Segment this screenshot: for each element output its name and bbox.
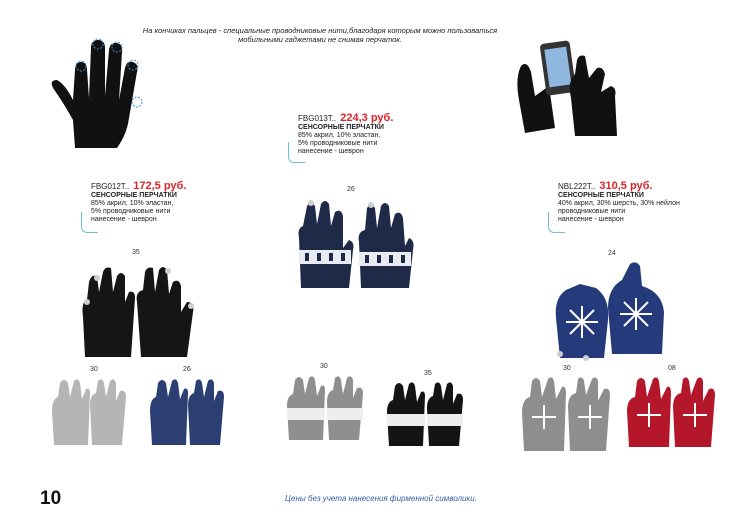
color-code: 24 bbox=[608, 250, 616, 257]
color-code: 35 bbox=[132, 249, 140, 256]
product-composition-2: 5% проводниковые нити bbox=[298, 140, 378, 147]
gloves-with-phone-illustration bbox=[505, 38, 640, 138]
intro-line-1: На кончиках пальцев - специальные проводниковые нити,благодаря которым можно пользоваться bbox=[142, 26, 498, 35]
product-print: нанесение - шеврон bbox=[298, 148, 364, 155]
product-code: FBG013T.. bbox=[298, 114, 337, 123]
grey-snowflake-gloves-image bbox=[520, 373, 615, 455]
grey-gloves-image bbox=[50, 375, 130, 450]
bracket-decoration bbox=[548, 212, 565, 233]
color-code: 26 bbox=[183, 366, 191, 373]
bracket-decoration bbox=[81, 212, 98, 233]
intro-text bbox=[130, 26, 510, 44]
product-print: нанесение - шеврон bbox=[558, 216, 624, 223]
color-code: 08 bbox=[668, 365, 676, 372]
product-composition: 85% акрил, 10% эластан, bbox=[91, 200, 174, 207]
product-fbg012 bbox=[91, 182, 186, 224]
product-fbg013 bbox=[298, 114, 393, 156]
product-nbl222 bbox=[558, 182, 680, 224]
product-name: СЕНСОРНЫЕ ПЕРЧАТКИ bbox=[558, 192, 644, 199]
hand-touch-illustration bbox=[45, 30, 160, 155]
color-code: 30 bbox=[320, 363, 328, 370]
navy-deer-gloves-image bbox=[295, 198, 420, 298]
product-name: СЕНСОРНЫЕ ПЕРЧАТКИ bbox=[298, 124, 384, 131]
bracket-decoration bbox=[288, 142, 305, 163]
black-deer-gloves-image bbox=[385, 378, 467, 450]
product-composition: 85% акрил, 10% эластан, bbox=[298, 132, 381, 139]
red-snowflake-gloves-image bbox=[625, 373, 720, 451]
navy-snowflake-gloves-image bbox=[550, 258, 680, 363]
black-gloves-image bbox=[75, 262, 205, 362]
grey-deer-gloves-image bbox=[285, 372, 367, 444]
footer-note: Цены без учета нанесения фирменной символики. bbox=[285, 494, 477, 503]
product-name: СЕНСОРНЫЕ ПЕРЧАТКИ bbox=[91, 192, 177, 199]
intro-line-2: мобильными гаджетами не снимая перчаток. bbox=[238, 35, 402, 44]
product-composition: 40% акрил, 30% шерсть, 30% нейлон bbox=[558, 200, 680, 207]
product-code: FBG012T.. bbox=[91, 182, 130, 191]
product-price: 310,5 руб. bbox=[599, 180, 653, 192]
navy-gloves-image bbox=[148, 375, 228, 450]
product-code: NBL222T.. bbox=[558, 182, 596, 191]
product-price: 224,3 руб. bbox=[340, 112, 394, 124]
page-number: 10 bbox=[40, 488, 62, 509]
color-code: 35 bbox=[424, 370, 432, 377]
product-print: нанесение - шеврон bbox=[91, 216, 157, 223]
color-code: 26 bbox=[347, 186, 355, 193]
product-price: 172,5 руб. bbox=[133, 180, 187, 192]
product-composition-2: проводниковые нити bbox=[558, 208, 626, 215]
color-code: 30 bbox=[90, 366, 98, 373]
color-code: 30 bbox=[563, 365, 571, 372]
product-composition-2: 5% проводниковые нити bbox=[91, 208, 171, 215]
